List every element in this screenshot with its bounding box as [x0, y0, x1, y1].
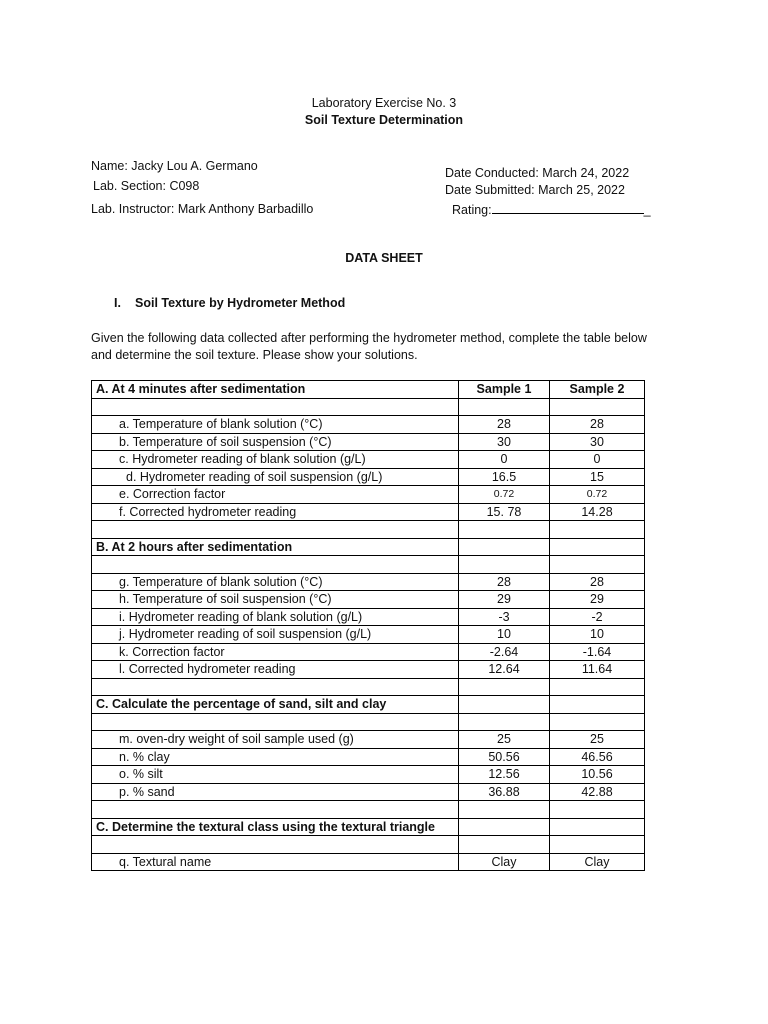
empty-cell	[459, 556, 550, 574]
table-row	[92, 591, 645, 609]
sample-1-value: Clay	[459, 853, 550, 871]
row-label: c. Hydrometer reading of blank solution (g/L)	[92, 451, 459, 469]
table-row	[92, 783, 645, 801]
row-label: j. Hydrometer reading of soil suspension (g/L)	[92, 626, 459, 644]
sample-2-value: 11.64	[550, 661, 645, 679]
section-number: I.	[114, 296, 121, 310]
table-row	[92, 731, 645, 749]
empty-cell	[459, 398, 550, 416]
table-row	[92, 766, 645, 784]
empty-cell	[459, 713, 550, 731]
header-section-a: A. At 4 minutes after sedimentation	[92, 381, 459, 399]
empty-cell	[550, 801, 645, 819]
table-spacer-row	[92, 556, 645, 574]
row-label: d. Hydrometer reading of soil suspension (g/L)	[92, 468, 459, 486]
empty-cell	[92, 713, 459, 731]
sample-1-value: 10	[459, 626, 550, 644]
sample-2-value: 46.56	[550, 748, 645, 766]
empty-cell	[459, 696, 550, 714]
lab-instructor: Lab. Instructor: Mark Anthony Barbadillo	[91, 202, 314, 216]
sample-1-value: 28	[459, 573, 550, 591]
empty-cell	[550, 836, 645, 854]
section-d-row	[92, 818, 645, 836]
row-label: n. % clay	[92, 748, 459, 766]
row-label: o. % silt	[92, 766, 459, 784]
instructions-line-1: Given the following data collected after performing the hydrometer method, complete the table below	[91, 331, 647, 345]
section-b-row-title: B. At 2 hours after sedimentation	[92, 538, 459, 556]
empty-cell	[92, 801, 459, 819]
row-label: m. oven-dry weight of soil sample used (g)	[92, 731, 459, 749]
row-label: e. Correction factor	[92, 486, 459, 504]
sample-1-value: 16.5	[459, 468, 550, 486]
section-d-row-title: C. Determine the textural class using the textural triangle	[92, 818, 459, 836]
sample-2-value: -1.64	[550, 643, 645, 661]
data-sheet-title: DATA SHEET	[345, 251, 423, 265]
empty-cell	[459, 818, 550, 836]
table-row	[92, 468, 645, 486]
sample-2-value: 10	[550, 626, 645, 644]
sample-2-value: Clay	[550, 853, 645, 871]
sample-2-value: -2	[550, 608, 645, 626]
table-spacer-row	[92, 398, 645, 416]
empty-cell	[92, 398, 459, 416]
table-spacer-row	[92, 801, 645, 819]
row-label: p. % sand	[92, 783, 459, 801]
rating-tail: _	[643, 203, 651, 217]
empty-cell	[459, 521, 550, 539]
empty-cell	[459, 801, 550, 819]
section-c-row-title: C. Calculate the percentage of sand, silt and clay	[92, 696, 459, 714]
sample-1-value: 50.56	[459, 748, 550, 766]
exercise-title: Laboratory Exercise No. 3	[311, 96, 457, 110]
empty-cell	[92, 836, 459, 854]
empty-cell	[550, 696, 645, 714]
sample-1-value: 28	[459, 416, 550, 434]
sample-2-value: 42.88	[550, 783, 645, 801]
row-label: l. Corrected hydrometer reading	[92, 661, 459, 679]
empty-cell	[92, 521, 459, 539]
table-row	[92, 643, 645, 661]
empty-cell	[550, 538, 645, 556]
sample-1-value: 12.64	[459, 661, 550, 679]
student-name: Name: Jacky Lou A. Germano	[91, 159, 258, 173]
exercise-subtitle: Soil Texture Determination	[304, 113, 464, 127]
rating-label: Rating:	[452, 203, 492, 217]
sample-2-value: 30	[550, 433, 645, 451]
sample-1-value: 0.72	[459, 486, 550, 504]
empty-cell	[92, 556, 459, 574]
sample-2-value: 10.56	[550, 766, 645, 784]
sample-2-value: 0	[550, 451, 645, 469]
sample-2-value: 15	[550, 468, 645, 486]
empty-cell	[550, 713, 645, 731]
row-label: g. Temperature of blank solution (°C)	[92, 573, 459, 591]
table-row	[92, 853, 645, 871]
row-label: q. Textural name	[92, 853, 459, 871]
empty-cell	[459, 836, 550, 854]
sample-1-value: 36.88	[459, 783, 550, 801]
table-spacer-row	[92, 836, 645, 854]
date-submitted: Date Submitted: March 25, 2022	[445, 183, 625, 197]
table-row	[92, 451, 645, 469]
table-header-row	[92, 381, 645, 399]
rating-field	[452, 202, 651, 217]
empty-cell	[550, 818, 645, 836]
row-label: k. Correction factor	[92, 643, 459, 661]
sample-2-value: 0.72	[550, 486, 645, 504]
table-row	[92, 661, 645, 679]
header-sample-1: Sample 1	[459, 381, 550, 399]
table-row	[92, 433, 645, 451]
section-title: Soil Texture by Hydrometer Method	[135, 296, 346, 310]
table-row	[92, 416, 645, 434]
sample-1-value: -3	[459, 608, 550, 626]
row-label: f. Corrected hydrometer reading	[92, 503, 459, 521]
sample-1-value: -2.64	[459, 643, 550, 661]
table-row	[92, 626, 645, 644]
empty-cell	[550, 521, 645, 539]
sample-1-value: 29	[459, 591, 550, 609]
sample-1-value: 15. 78	[459, 503, 550, 521]
row-label: a. Temperature of blank solution (°C)	[92, 416, 459, 434]
rating-blank-line	[492, 202, 644, 214]
table-spacer-row	[92, 678, 645, 696]
table-spacer-row	[92, 521, 645, 539]
section-c-row	[92, 696, 645, 714]
sample-2-value: 28	[550, 416, 645, 434]
row-label: h. Temperature of soil suspension (°C)	[92, 591, 459, 609]
empty-cell	[550, 556, 645, 574]
sample-2-value: 14.28	[550, 503, 645, 521]
empty-cell	[459, 538, 550, 556]
hydrometer-data-table	[91, 380, 645, 871]
sample-2-value: 28	[550, 573, 645, 591]
empty-cell	[92, 678, 459, 696]
table-row	[92, 573, 645, 591]
table-row	[92, 608, 645, 626]
table-row	[92, 748, 645, 766]
instructions-line-2: and determine the soil texture. Please show your solutions.	[91, 348, 418, 362]
sample-2-value: 29	[550, 591, 645, 609]
sample-1-value: 12.56	[459, 766, 550, 784]
table-spacer-row	[92, 713, 645, 731]
sample-1-value: 25	[459, 731, 550, 749]
section-b-row	[92, 538, 645, 556]
row-label: b. Temperature of soil suspension (°C)	[92, 433, 459, 451]
date-conducted: Date Conducted: March 24, 2022	[445, 166, 630, 180]
empty-cell	[550, 398, 645, 416]
empty-cell	[459, 678, 550, 696]
header-sample-2: Sample 2	[550, 381, 645, 399]
row-label: i. Hydrometer reading of blank solution (g/L)	[92, 608, 459, 626]
sample-1-value: 0	[459, 451, 550, 469]
sample-2-value: 25	[550, 731, 645, 749]
lab-section: Lab. Section: C098	[93, 179, 200, 193]
table-row	[92, 486, 645, 504]
sample-1-value: 30	[459, 433, 550, 451]
empty-cell	[550, 678, 645, 696]
table-row	[92, 503, 645, 521]
